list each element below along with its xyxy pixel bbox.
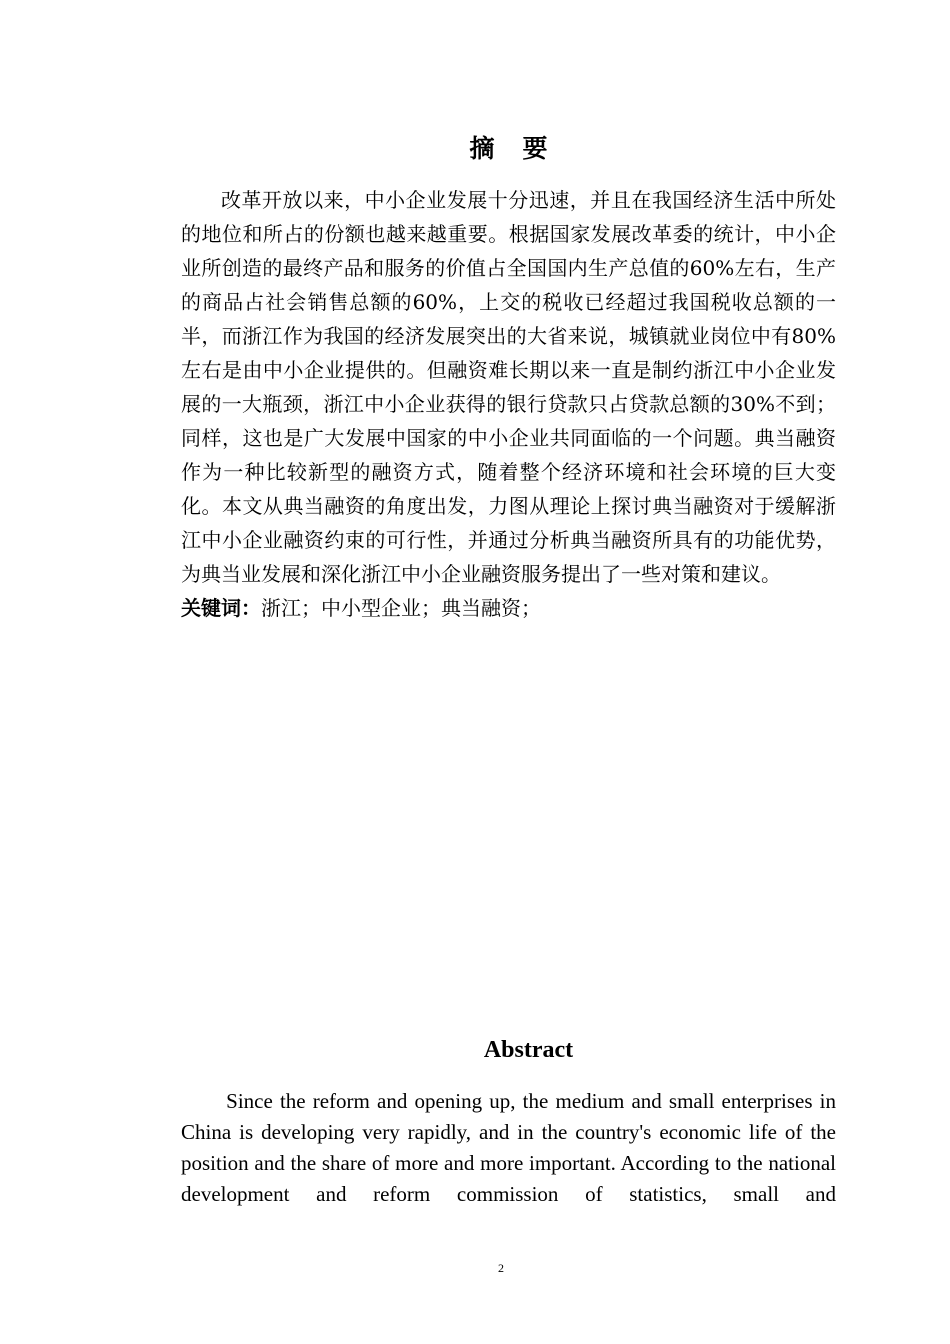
keywords-label: 关键词： bbox=[181, 596, 261, 620]
keywords-value: 浙江；中小型企业；典当融资； bbox=[261, 596, 541, 620]
chinese-abstract-section bbox=[181, 183, 836, 625]
english-abstract-section bbox=[181, 1086, 836, 1210]
keywords-line bbox=[181, 591, 836, 625]
page-number: 2 bbox=[498, 1261, 504, 1275]
chinese-abstract-body: 改革开放以来，中小企业发展十分迅速，并且在我国经济生活中所处的地位和所占的份额也越来越重要。根据国家发展改革委的统计，中小企业所创造的最终产品和服务的价值占全国国内生产总值的60%左右，生产的商品占社会销售总额的60%，上交的税收已经超过我国税收总额的一半，而浙江作为我国的经济发展突出的大省来说，城镇就业岗位中有80%左右是由中小企业提供的。但融资难长期以来一直是制约浙江中小企业发展的一大瓶颈，浙江中小企业获得的银行贷款只占贷款总额的30%不到；同样，这也是广大发展中国家的中小企业共同面临的一个问题。典当融资作为一种比较新型的融资方式，随着整个经济环境和社会环境的巨大变化。本文从典当融资的角度出发，力图从理论上探讨典当融资对于缓解浙江中小企业融资约束的可行性，并通过分析典当融资所具有的功能优势，为典当业发展和深化浙江中小企业融资服务提出了一些对策和建议。 bbox=[181, 188, 836, 586]
chinese-abstract-title: 摘要 bbox=[469, 134, 576, 163]
english-abstract-title: Abstract bbox=[483, 1037, 574, 1063]
english-abstract-body: Since the reform and opening up, the medium and small enterprises in China is developing very rapidly, and in the country's economic life of the position and the share of more and more important. According to the national development and reform commission of statistics, small and bbox=[181, 1089, 836, 1206]
